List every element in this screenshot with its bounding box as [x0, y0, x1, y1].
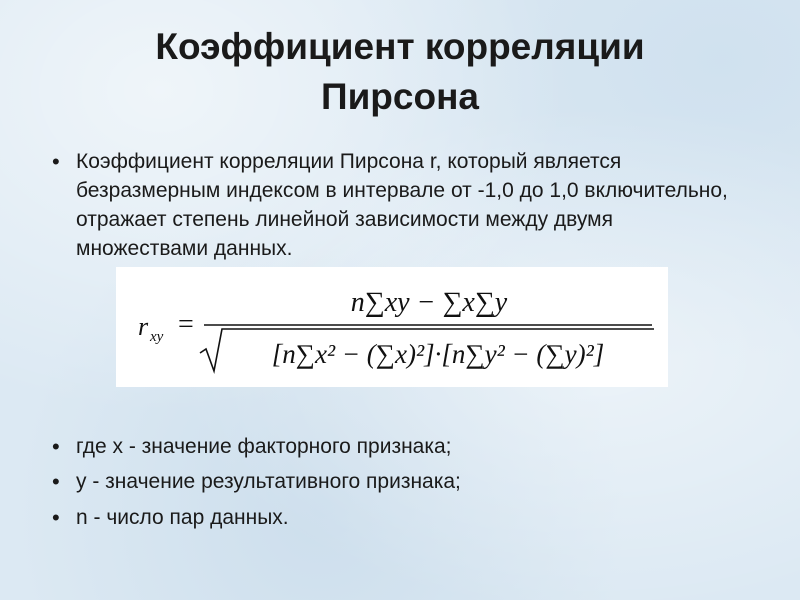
pearson-formula-image	[116, 267, 668, 387]
bullet-text: где x - значение факторного признака;	[76, 435, 452, 458]
bullet-x-definition	[52, 432, 732, 461]
bullet-text: n - число пар данных.	[76, 506, 289, 529]
formula-numerator: n∑xy − ∑x∑y	[350, 287, 508, 318]
formula-lhs	[138, 312, 164, 345]
slide-title-line1: Коэффициент корреляции	[155, 26, 645, 67]
formula-equals-sign: =	[178, 309, 194, 340]
bullet-marker: •	[52, 505, 60, 530]
formula-lhs-symbol: r	[138, 312, 149, 341]
bullet-y-definition	[52, 467, 732, 496]
bullet-text: Коэффициент корреляции Пирсона r, который является безразмерным индексом в интервале от -1,0 до 1,0 включительно, отражает степень линейной зависимости между двумя множествами данных.	[76, 150, 728, 260]
bullet-n-definition	[52, 503, 732, 532]
formula-denominator: [n∑x² − (∑x)²]·[n∑y² − (∑y)²]	[271, 339, 605, 369]
bullet-marker: •	[52, 149, 60, 174]
bullet-definition	[52, 147, 732, 263]
slide-title	[0, 22, 800, 122]
bullet-marker: •	[52, 434, 60, 459]
bullet-marker: •	[52, 469, 60, 494]
bullet-text: у - значение результативного признака;	[76, 470, 461, 493]
formula-lhs-subscript: xy	[150, 329, 164, 345]
slide-title-line2: Пирсона	[320, 76, 480, 117]
